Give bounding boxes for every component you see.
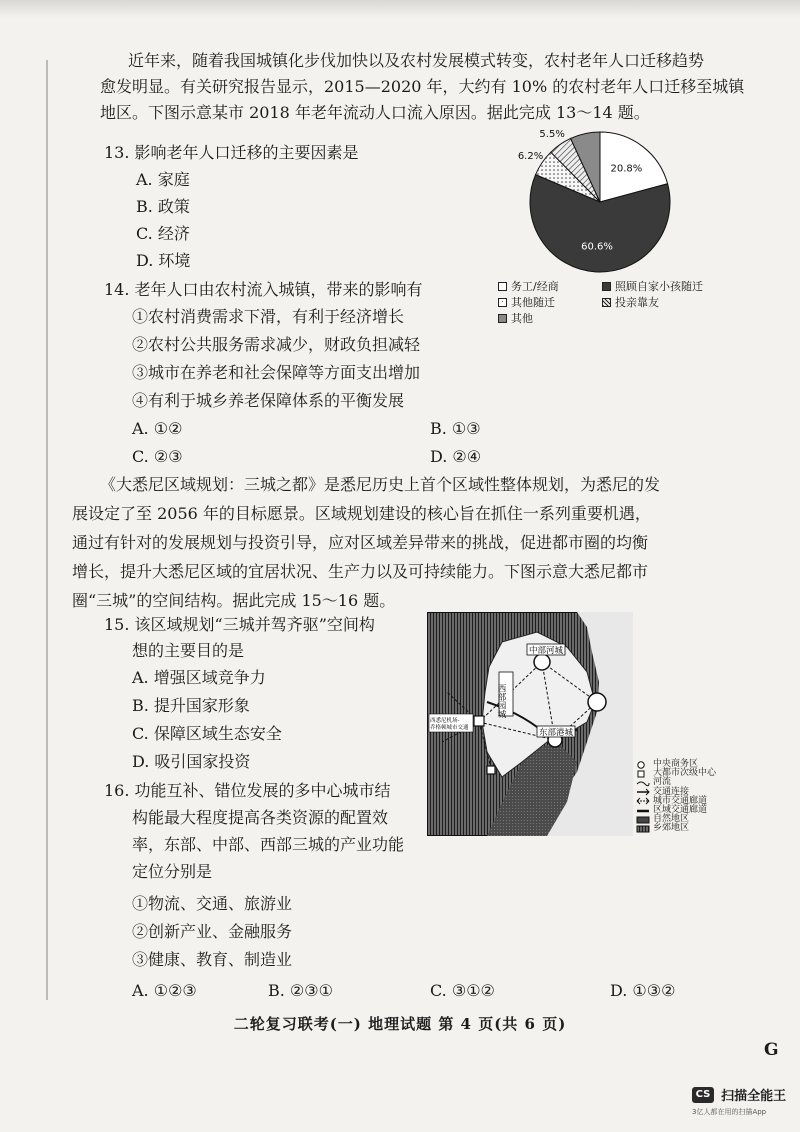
- q14-option-a: A. ①②: [132, 419, 183, 438]
- legend-label: 投亲靠友: [615, 296, 659, 309]
- q14-option-d: D. ②④: [430, 447, 482, 466]
- map-legend-item: 交通连接: [636, 788, 716, 797]
- intro-line: 近年来，随着我国城镇化步伐加快以及农村发展模式转变，农村老年人口迁移趋势: [128, 51, 705, 70]
- pie-chart-svg: [480, 128, 750, 298]
- q14-item-2: ②农村公共服务需求减少，财政负担减轻: [132, 335, 421, 354]
- map-legend-item: 自然地区: [636, 815, 716, 824]
- q14-option-c: C. ②③: [132, 447, 183, 466]
- legend-label: 其他随迁: [511, 296, 555, 309]
- map-legend-item: 区域交通廊道: [653, 805, 708, 816]
- q16-item-1: ①物流、交通、旅游业: [132, 894, 293, 913]
- q14-item-3: ③城市在养老和社会保障等方面支出增加: [132, 363, 421, 382]
- intro-paragraph: [100, 48, 760, 126]
- passage-line: 增长，提升大悉尼区域的宜居状况、生产力以及可持续能力。下图示意大悉尼都市: [72, 562, 649, 581]
- passage-line: 圈“三城”的空间结构。据此完成 15～16 题。: [72, 591, 396, 610]
- passage-line: 展设定了至 2056 年的目标愿景。区域规划建设的核心旨在抓住一系列重要机遇，: [72, 504, 651, 523]
- q14-item-4: ④有利于城乡养老保障体系的平衡发展: [132, 391, 405, 410]
- q15-option-d: D. 吸引国家投资: [132, 752, 251, 771]
- legend-label: 照顾自家小孩随迁: [615, 280, 703, 293]
- map-legend: [636, 760, 716, 834]
- q16-option-d: D. ①③②: [610, 981, 676, 1000]
- pie-chart: [480, 128, 750, 428]
- pie-label: 20.8%: [610, 163, 643, 175]
- q16-stem-line: 定位分别是: [132, 862, 213, 881]
- sydney-three-cities-map: [427, 612, 633, 836]
- passage-2: [72, 472, 760, 614]
- cbd-marker: [588, 693, 606, 711]
- pie-label: 60.6%: [581, 241, 613, 253]
- q15-stem-line: 想的主要目的是: [132, 641, 245, 660]
- q13-stem: 13. 影响老年人口迁移的主要因素是: [104, 143, 359, 162]
- legend-item: [602, 278, 703, 294]
- legend-label: 务工/经商: [511, 280, 559, 293]
- scanner-watermark: [692, 1084, 786, 1117]
- central-city-label: 中部河城: [529, 646, 564, 656]
- legend-swatch: ·: [498, 298, 507, 307]
- pie-label: 6.2%: [517, 150, 544, 162]
- legend-item: [602, 294, 659, 310]
- q16-item-3: ③健康、教育、制造业: [132, 950, 293, 969]
- q15-option-b: B. 提升国家形象: [132, 696, 250, 715]
- central-river-city-marker: [534, 654, 550, 670]
- passage-line: 《大悉尼区域规划：三城之都》是悉尼历史上首个区域性整体规划，为悉尼的发: [100, 475, 661, 494]
- legend-item: [498, 294, 555, 310]
- intro-line: 愈发明显。有关研究报告显示，2015—2020 年，大约有 10% 的农村老年人口迁移至城镇: [100, 77, 745, 96]
- page-footer: 二轮复习联考(一) 地理试题 第 4 页(共 6 页): [233, 1015, 567, 1033]
- q16-item-2: ②创新产业、金融服务: [132, 922, 293, 941]
- pie-label: 5.5%: [539, 128, 565, 140]
- q13-option-a: A. 家庭: [136, 170, 190, 189]
- q14-option-b: B. ①③: [430, 419, 481, 438]
- q15-option-c: C. 保障区域生态安全: [132, 724, 282, 743]
- legend-label: 其他: [511, 312, 533, 325]
- legend-swatch: [602, 298, 611, 307]
- q13-option-b: B. 政策: [136, 197, 190, 216]
- scan-left-edge: [46, 60, 48, 1000]
- q15-stem-line: 15. 该区域规划“三城并驾齐驱”空间构: [104, 615, 375, 634]
- scanner-logo-icon: CS: [692, 1087, 714, 1103]
- svg-text:乔格顿城市交通: 乔格顿城市交通: [430, 725, 469, 731]
- q13-option-d: D. 环境: [136, 251, 191, 270]
- q16-stem-line: 16. 功能互补、错位发展的多中心城市结: [104, 781, 391, 800]
- legend-swatch: [498, 282, 507, 291]
- scanner-brand-name: 扫描全能王: [721, 1089, 787, 1104]
- intro-line: 地区。下图示意某市 2018 年老年流动人口流入原因。据此完成 13～14 题。: [100, 103, 650, 122]
- q16-option-a: A. ①②③: [132, 981, 197, 1000]
- map-legend-item: 乡郊地区: [636, 824, 716, 833]
- map-svg: [427, 612, 633, 836]
- eastern-city-label: 东部港城: [539, 728, 574, 738]
- q16-stem-line: 构能最大程度提高各类资源的配置效: [132, 808, 389, 827]
- passage-line: 通过有针对的发展规划与投资引导，应对区域差异带来的挑战，促进都市圈的均衡: [72, 533, 649, 552]
- airport-label: 西悉尼机场-: [430, 718, 460, 724]
- q15-option-a: A. 增强区域竞争力: [132, 668, 266, 687]
- scanner-tagline: 3亿人都在用的扫描App: [692, 1108, 767, 1116]
- scan-top-edge: [0, 0, 800, 18]
- q16-option-b: B. ②③①: [268, 981, 333, 1000]
- corner-mark: G: [764, 1040, 779, 1060]
- map-legend-item: 大都市次级中心: [636, 769, 716, 778]
- q16-option-c: C. ③①②: [430, 981, 495, 1000]
- legend-item: [498, 278, 559, 294]
- map-legend-item: 河流: [636, 778, 716, 787]
- map-legend-item: 城市交通廊道: [636, 797, 716, 806]
- legend-swatch: [602, 282, 611, 291]
- legend-swatch: [498, 314, 507, 323]
- western-city-label: 西部园城: [496, 684, 506, 718]
- q14-item-1: ①农村消费需求下滑，有利于经济增长: [132, 307, 405, 326]
- q14-stem: 14. 老年人口由农村流入城镇，带来的影响有: [104, 280, 423, 299]
- q16-stem-line: 率，东部、中部、西部三城的产业功能: [132, 835, 405, 854]
- q13-option-c: C. 经济: [136, 224, 190, 243]
- legend-item: [498, 310, 533, 326]
- map-legend-item: 中央商务区: [636, 760, 716, 769]
